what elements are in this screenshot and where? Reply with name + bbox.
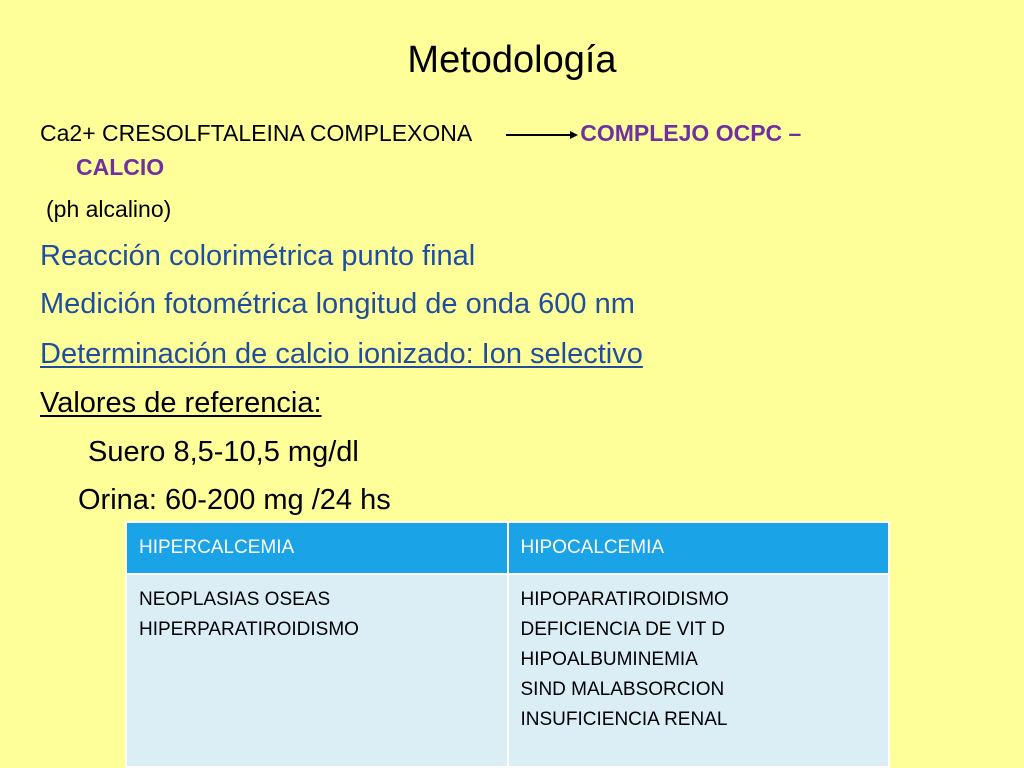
- list-item: DEFICIENCIA DE VIT D: [520, 619, 725, 640]
- table-row: [126, 574, 889, 767]
- list-item: NEOPLASIAS OSEAS: [139, 589, 331, 610]
- list-item: HIPOALBUMINEMIA: [520, 649, 698, 670]
- list-item: HIPERPARATIROIDISMO: [139, 619, 359, 640]
- urine-reference: Orina: 60-200 mg /24 hs: [78, 484, 391, 516]
- right-arrow-icon: [506, 129, 578, 141]
- reaction-equation: [40, 118, 980, 148]
- serum-reference: Suero 8,5-10,5 mg/dl: [88, 436, 359, 468]
- product-text-continued: CALCIO: [76, 154, 165, 180]
- reaction-condition: (ph alcalino): [46, 196, 172, 222]
- reaction-type-item: Reacción colorimétrica punto final: [40, 240, 476, 272]
- slide-title: Metodología: [407, 39, 617, 81]
- header-hypercalcemia: HIPERCALCEMIA: [126, 522, 508, 574]
- measurement-item: Medición fotométrica longitud de onda 600 nm: [40, 288, 635, 320]
- calcemia-table: [125, 521, 890, 768]
- list-item: SIND MALABSORCION: [520, 679, 725, 700]
- list-item: HIPOPARATIROIDISMO: [520, 589, 729, 610]
- header-hypocalcemia: HIPOCALCEMIA: [508, 522, 890, 574]
- hypercalcemia-causes: [126, 574, 508, 767]
- product-text: COMPLEJO OCPC –: [580, 120, 802, 146]
- list-item: INSUFICIENCIA RENAL: [520, 709, 728, 730]
- table-header-row: [126, 522, 889, 574]
- reference-heading: Valores de referencia:: [40, 387, 322, 419]
- ionized-calcium-link[interactable]: Determinación de calcio ionizado: Ion selectivo: [40, 338, 643, 370]
- hypocalcemia-causes: [508, 574, 890, 767]
- reactants-text: Ca2+ CRESOLFTALEINA COMPLEXONA: [40, 120, 473, 146]
